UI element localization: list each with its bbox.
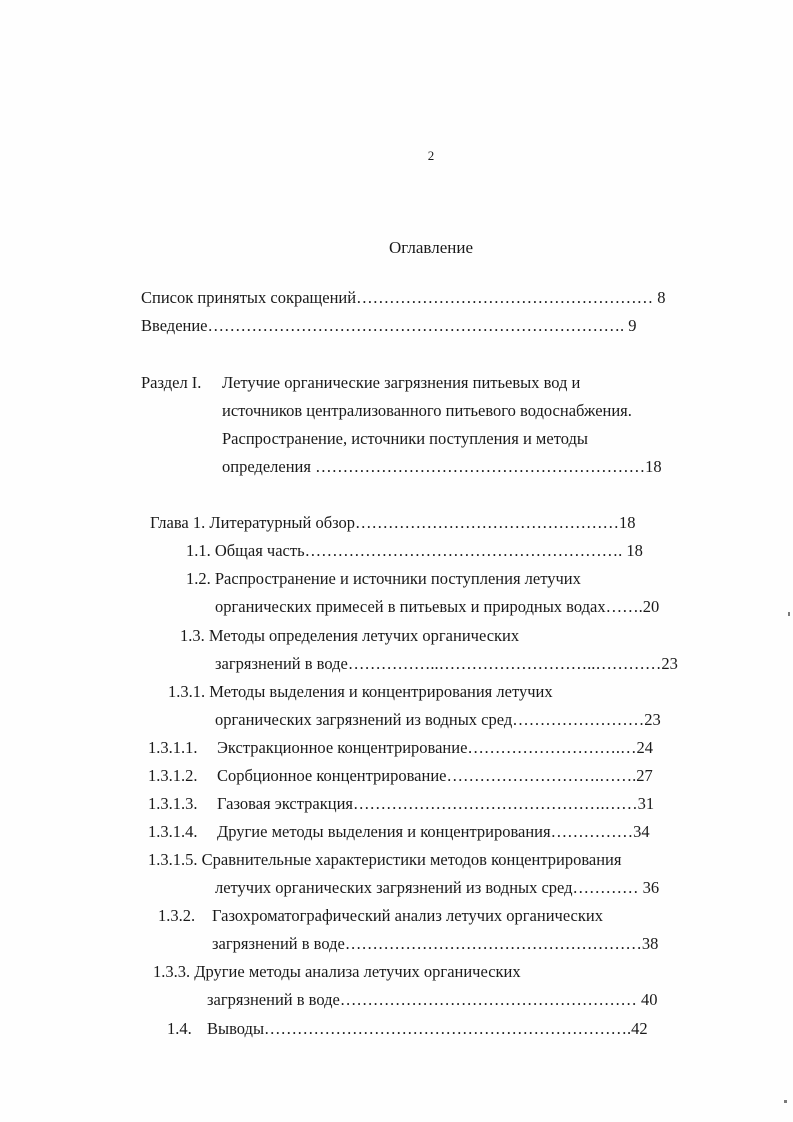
toc-section-title: Летучие органические загрязнения питьевых вод и bbox=[222, 373, 581, 392]
toc-entry-1-2-cont: органических примесей в питьевых и природных водах…….20 bbox=[215, 597, 660, 616]
toc-entry-1-2: 1.2. Распространение и источники поступления летучих bbox=[186, 569, 581, 588]
toc-entry-1-3-3-cont: загрязнений в воде……………………………………………… 40 bbox=[207, 990, 658, 1009]
toc-entry-1-3-1-cont: органических загрязнений из водных сред……………………23 bbox=[215, 710, 661, 729]
toc-entry-1-3-1-5-cont: летучих органических загрязнений из водных сред………… 36 bbox=[215, 878, 660, 897]
toc-entry-1-3-cont: загрязнений в воде……………..………………………..…………23 bbox=[215, 654, 678, 673]
toc-entry-1-3: 1.3. Методы определения летучих органических bbox=[180, 626, 520, 645]
toc-section-title-line-4: определения ……………………………………………………18 bbox=[222, 457, 662, 476]
toc-entry-1-4: Выводы………………………………………………………….42 bbox=[207, 1019, 648, 1038]
toc-entry-1-3-2-cont: загрязнений в воде………………………………………………38 bbox=[212, 934, 659, 953]
toc-entry-1-3-3: 1.3.3. Другие методы анализа летучих органических bbox=[153, 962, 521, 981]
toc-entry-number: 1.4. bbox=[167, 1019, 192, 1038]
toc-entry-number: 1.3.1.1. bbox=[148, 738, 198, 757]
toc-entry-1-3-1: 1.3.1. Методы выделения и концентрирования летучих bbox=[168, 682, 553, 701]
toc-entry-1-3-1-2: Сорбционное концентрирование……………………….…….27 bbox=[217, 766, 653, 785]
toc-entry-abbreviations: Список принятых сокращений……………………………………………… 8 bbox=[141, 288, 666, 307]
scan-edge-mark bbox=[788, 612, 790, 616]
toc-entry-1-3-1-5: 1.3.1.5. Сравнительные характеристики методов концентрирования bbox=[148, 850, 622, 869]
toc-entry-introduction: Введение…………………………………………………………………. 9 bbox=[141, 316, 637, 335]
toc-entry-number: 1.3.1.2. bbox=[148, 766, 198, 785]
toc-entry-1-3-2: Газохроматографический анализ летучих органических bbox=[212, 906, 603, 925]
toc-title: Оглавление bbox=[389, 238, 473, 257]
toc-section-title-line-2: источников централизованного питьевого водоснабжения. bbox=[222, 401, 632, 420]
toc-entry-1-1: 1.1. Общая часть…………………………………………………. 18 bbox=[186, 541, 643, 560]
toc-entry-number: 1.3.1.4. bbox=[148, 822, 198, 841]
toc-entry-number: 1.3.1.3. bbox=[148, 794, 198, 813]
page-number: 2 bbox=[427, 148, 435, 163]
scan-edge-mark bbox=[784, 1100, 787, 1103]
toc-section-title-line-3: Распространение, источники поступления и методы bbox=[222, 429, 588, 448]
toc-entry-number: 1.3.2. bbox=[158, 906, 196, 925]
toc-entry-chapter-1: Глава 1. Литературный обзор…………………………………………18 bbox=[150, 513, 636, 532]
toc-section-label: Раздел I. bbox=[141, 373, 202, 392]
toc-entry-1-3-1-1: Экстракционное концентрирование……………………….…24 bbox=[217, 738, 654, 757]
toc-entry-1-3-1-3: Газовая экстракция……………………………………….……31 bbox=[217, 794, 655, 813]
toc-entry-1-3-1-4: Другие методы выделения и концентрирования……………34 bbox=[217, 822, 650, 841]
